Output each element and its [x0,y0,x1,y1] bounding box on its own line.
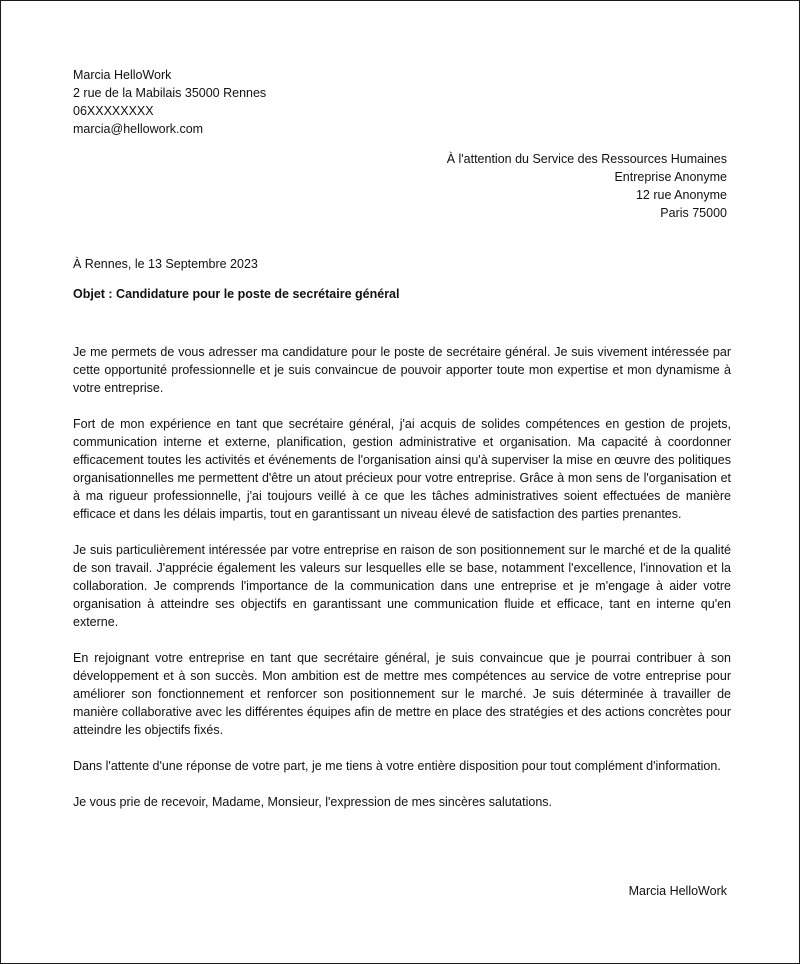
recipient-block [447,150,727,222]
subject-line: Objet : Candidature pour le poste de secrétaire général [73,287,400,301]
recipient-street: 12 rue Anonyme [635,188,727,202]
body-paragraph: Je me permets de vous adresser ma candidature pour le poste de secrétaire général. Je suis vivement intéressée par cette opportunité professionnelle et je suis convaincue de pouvoir apporter toute mon expertise et mon dynamisme à votre entreprise. [73,345,731,395]
letter-body [73,343,731,829]
sender-email: marcia@hellowork.com [73,122,204,136]
signature: Marcia HelloWork [628,884,727,898]
body-paragraph: Je vous prie de recevoir, Madame, Monsieur, l'expression de mes sincères salutations. [73,795,553,809]
sender-address: 2 rue de la Mabilais 35000 Rennes [73,86,267,100]
recipient-attention: À l'attention du Service des Ressources Humaines [446,152,727,166]
recipient-city: Paris 75000 [660,206,727,220]
body-paragraph: Fort de mon expérience en tant que secrétaire général, j'ai acquis de solides compétences en gestion de projets, communication interne et externe, planification, gestion administrative et organisation. Ma capacité à coordonner efficacement toutes les activités et événements de l'organisation ainsi qu'à superviser la mise en œuvre des politiques organisationnelles me permettent d'être un atout précieux pour votre entreprise. Grâce à mon sens de l'organisation et à ma rigueur professionnelle, j'ai toujours veillé à ce que les tâches administratives soient effectuées de manière efficace et dans les délais impartis, tout en garantissant un niveau élevé de satisfaction des parties prenantes. [73,417,731,521]
body-paragraph: Je suis particulièrement intéressée par votre entreprise en raison de son positionnement sur le marché et de la qualité de son travail. J'apprécie également les valeurs sur lesquelles elle se base, notamment l'excellence, l'innovation et la collaboration. Je comprends l'importance de la communication dans une entreprise et je m'engage à aider votre organisation à atteindre ses objectifs en garantissant une communication fluide et efficace, tant en interne qu'en externe. [73,543,731,629]
date-line: À Rennes, le 13 Septembre 2023 [73,257,258,271]
recipient-company: Entreprise Anonyme [614,170,727,184]
body-paragraph: En rejoignant votre entreprise en tant que secrétaire général, je suis convaincue que je pourrai contribuer à son développement et à son succès. Mon ambition est de mettre mes compétences au service de votre entreprise pour améliorer son fonctionnement et renforcer son positionnement sur le marché. Je suis déterminée à travailler de manière collaborative avec les différentes équipes afin de mettre en place des stratégies et des actions concrètes pour atteindre les objectifs fixés. [73,651,731,737]
sender-name: Marcia HelloWork [73,68,172,82]
sender-phone: 06XXXXXXXX [73,104,154,118]
sender-block [73,66,266,138]
body-paragraph: Dans l'attente d'une réponse de votre part, je me tiens à votre entière disposition pour tout complément d'information. [73,759,721,773]
